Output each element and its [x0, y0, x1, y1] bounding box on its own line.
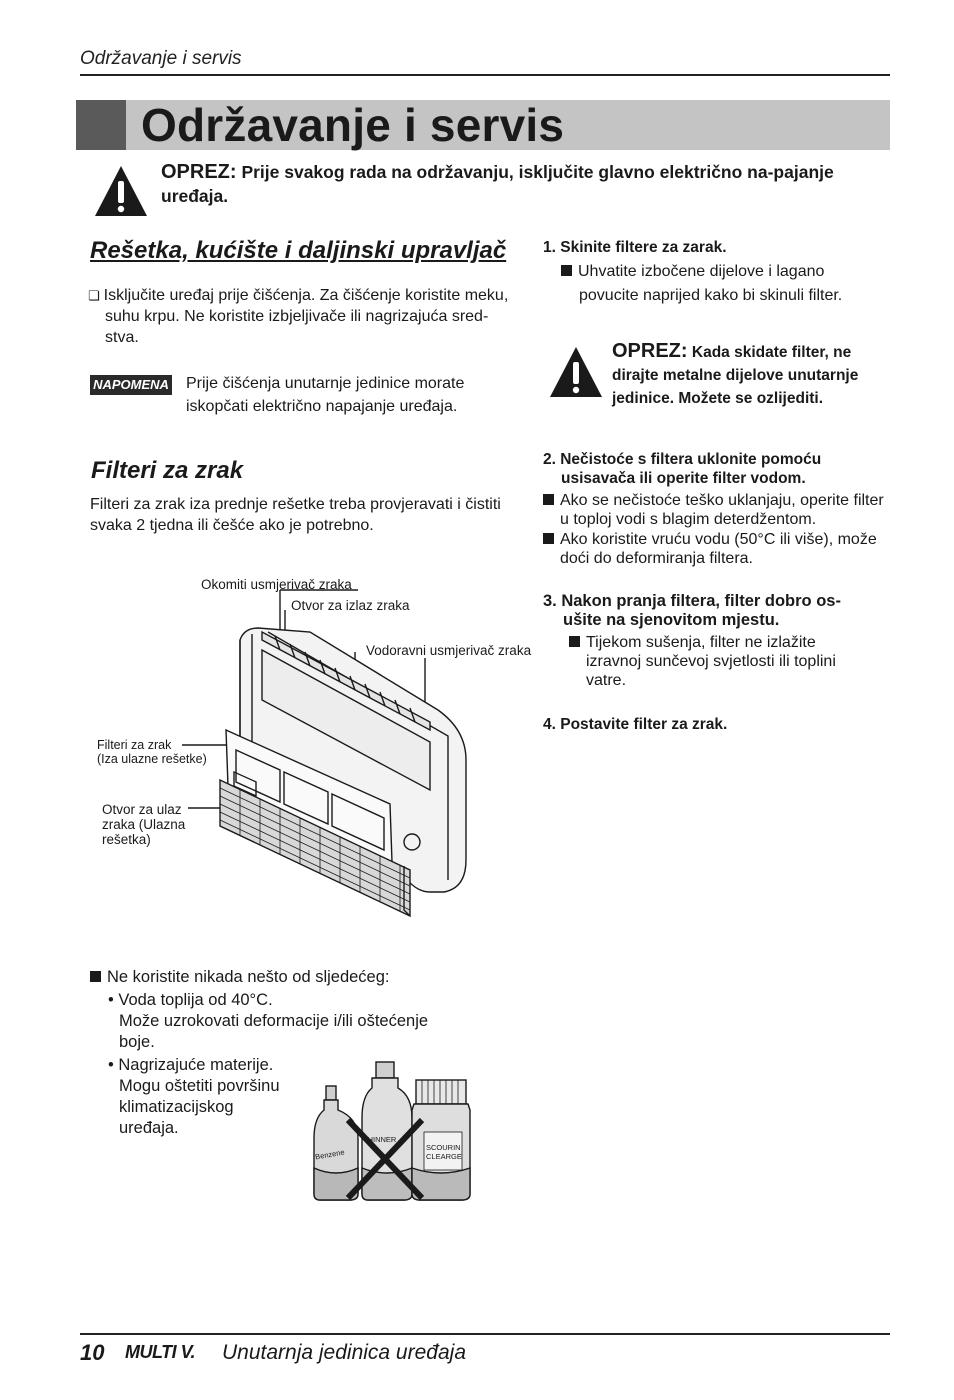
- step-1-title: 1. Skinite filtere za zarak.: [543, 239, 727, 256]
- square-bullet-icon: [569, 636, 580, 647]
- caution-text: Prije svakog rada na održavanju, isključite glavno električno na-pajanje uređaja.: [161, 162, 834, 206]
- brand-logo: MULTI V.: [125, 1342, 196, 1362]
- step-2-title: [543, 450, 821, 488]
- square-bullet-icon: [543, 533, 554, 544]
- square-bullet-icon: [561, 265, 572, 276]
- footer-rule: [80, 1333, 890, 1335]
- grille-bullet-line: Isključite uređaj prije čišćenja. Za čišćenje koristite meku,: [103, 287, 509, 304]
- label-inlet-line: rešetka): [102, 832, 151, 847]
- grille-bullet-line: stva.: [105, 329, 139, 346]
- bottle-label-3: [426, 1143, 462, 1161]
- bottle-label-3-line: CLEARGE: [426, 1152, 462, 1161]
- grille-bullet-line: suhu krpu. Ne koristite izbjeljivače ili nagrizajuća sred-: [105, 308, 489, 325]
- never-use-item: uređaja.: [119, 1119, 179, 1137]
- note-text: [186, 373, 464, 417]
- note-line: iskopčati električno napajanje uređaja.: [186, 398, 458, 415]
- caution-filter: [612, 340, 887, 410]
- step-2-bullet-line: u toploj vodi s blagim deterdžentom.: [560, 511, 817, 528]
- filters-intro-line: Filteri za zrak iza prednje rešetke treba provjeravati i čistiti: [90, 496, 501, 513]
- section-title-grille: Rešetka, kućište i daljinski upravljač: [90, 237, 507, 264]
- caution-filter-label: OPREZ:: [612, 340, 688, 362]
- checkbox-bullet-icon: ❏: [88, 288, 100, 303]
- caution-label: OPREZ:: [161, 161, 237, 183]
- page-number: 10: [80, 1340, 105, 1365]
- step-3-title-line: 3. Nakon pranja filtera, filter dobro os-: [543, 592, 841, 610]
- never-use-item: klimatizacijskog: [119, 1098, 234, 1116]
- step-2-title-line: 2. Nečistoće s filtera uklonite pomoću: [543, 451, 822, 468]
- filters-intro: [90, 494, 501, 536]
- step-3-title: [543, 592, 841, 630]
- section-title-filters: Filteri za zrak: [91, 457, 244, 484]
- warning-icon: [93, 163, 149, 219]
- label-inlet: [102, 802, 185, 847]
- caution-main: [161, 160, 881, 208]
- never-use-item: • Nagrizajuće materije.: [108, 1056, 274, 1074]
- running-header: Održavanje i servis: [80, 48, 242, 69]
- label-vertical-louver: Okomiti usmjerivač zraka: [201, 577, 352, 592]
- label-air-outlet: Otvor za izlaz zraka: [291, 598, 410, 613]
- step-3-bullet-line: vatre.: [586, 672, 627, 689]
- note-line: Prije čišćenja unutarnje jedinice morate: [186, 375, 465, 392]
- bottle-label-1: Benzene: [314, 1147, 346, 1162]
- label-inlet-line: Otvor za ulaz: [102, 802, 182, 817]
- label-inlet-line: zraka (Ulazna: [102, 817, 186, 832]
- step-4-title: 4. Postavite filter za zrak.: [543, 716, 728, 733]
- filters-intro-line: svaka 2 tjedna ili češće ako je potrebno.: [90, 517, 374, 534]
- caution-filter-line: jedinice. Možete se ozlijediti.: [612, 390, 824, 407]
- chemical-bottles-illustration: [310, 1058, 475, 1203]
- label-filters-line: Filteri za zrak: [97, 738, 172, 752]
- page-title: Održavanje i servis: [141, 99, 565, 151]
- header-rule: [80, 74, 890, 76]
- warning-icon: [548, 344, 604, 400]
- never-use-item: • Voda toplija od 40°C.: [108, 991, 273, 1009]
- indoor-unit-illustration: [180, 570, 480, 930]
- step-2-bullet-line: Ako se nečistoće teško uklanjaju, operite filter: [560, 492, 884, 509]
- caution-filter-line: Kada skidate filter, ne: [691, 344, 852, 361]
- step-1-bullet-line: Uhvatite izbočene dijelove i lagano: [578, 263, 825, 280]
- caution-filter-line: dirajte metalne dijelove unutarnje: [612, 367, 859, 384]
- never-use-item: Može uzrokovati deformacije i/ili oštećenje: [119, 1012, 429, 1030]
- step-2-bullet-line: doći do deformiranja filtera.: [560, 550, 753, 567]
- grille-bullet: [88, 285, 528, 348]
- never-use-heading: Ne koristite nikada nešto od sljedećeg:: [107, 968, 390, 986]
- title-bar-block: [76, 100, 126, 150]
- never-use-item: boje.: [119, 1033, 155, 1051]
- square-bullet-icon: [543, 494, 554, 505]
- never-use-item: Mogu oštetiti površinu: [119, 1077, 280, 1095]
- bottle-label-2: THINNER: [363, 1135, 397, 1144]
- step-1-bullet: [561, 260, 842, 308]
- step-2-title-line: usisavača ili operite filter vodom.: [561, 470, 806, 487]
- label-filters-line: (Iza ulazne rešetke): [97, 752, 207, 766]
- step-2-bullet-line: Ako koristite vruću vodu (50°C ili više), može: [560, 531, 877, 548]
- step-3-title-line: ušite na sjenovitom mjestu.: [563, 611, 780, 629]
- square-bullet-icon: [90, 971, 101, 982]
- step-3-bullet: [569, 633, 836, 690]
- note-badge: NAPOMENA: [90, 375, 172, 395]
- bottle-label-3-line: SCOURIN: [426, 1143, 461, 1152]
- step-1-bullet-line: povucite naprijed kako bi skinuli filter.: [579, 287, 843, 304]
- footer-text: Unutarnja jedinica uređaja: [222, 1341, 466, 1364]
- step-3-bullet-line: izravnoj sunčevoj svjetlosti ili toplini: [586, 653, 836, 670]
- step-2-bullets: [543, 491, 884, 568]
- step-3-bullet-line: Tijekom sušenja, filter ne izlažite: [586, 634, 816, 651]
- label-horizontal-louver: Vodoravni usmjerivač zraka: [366, 643, 532, 658]
